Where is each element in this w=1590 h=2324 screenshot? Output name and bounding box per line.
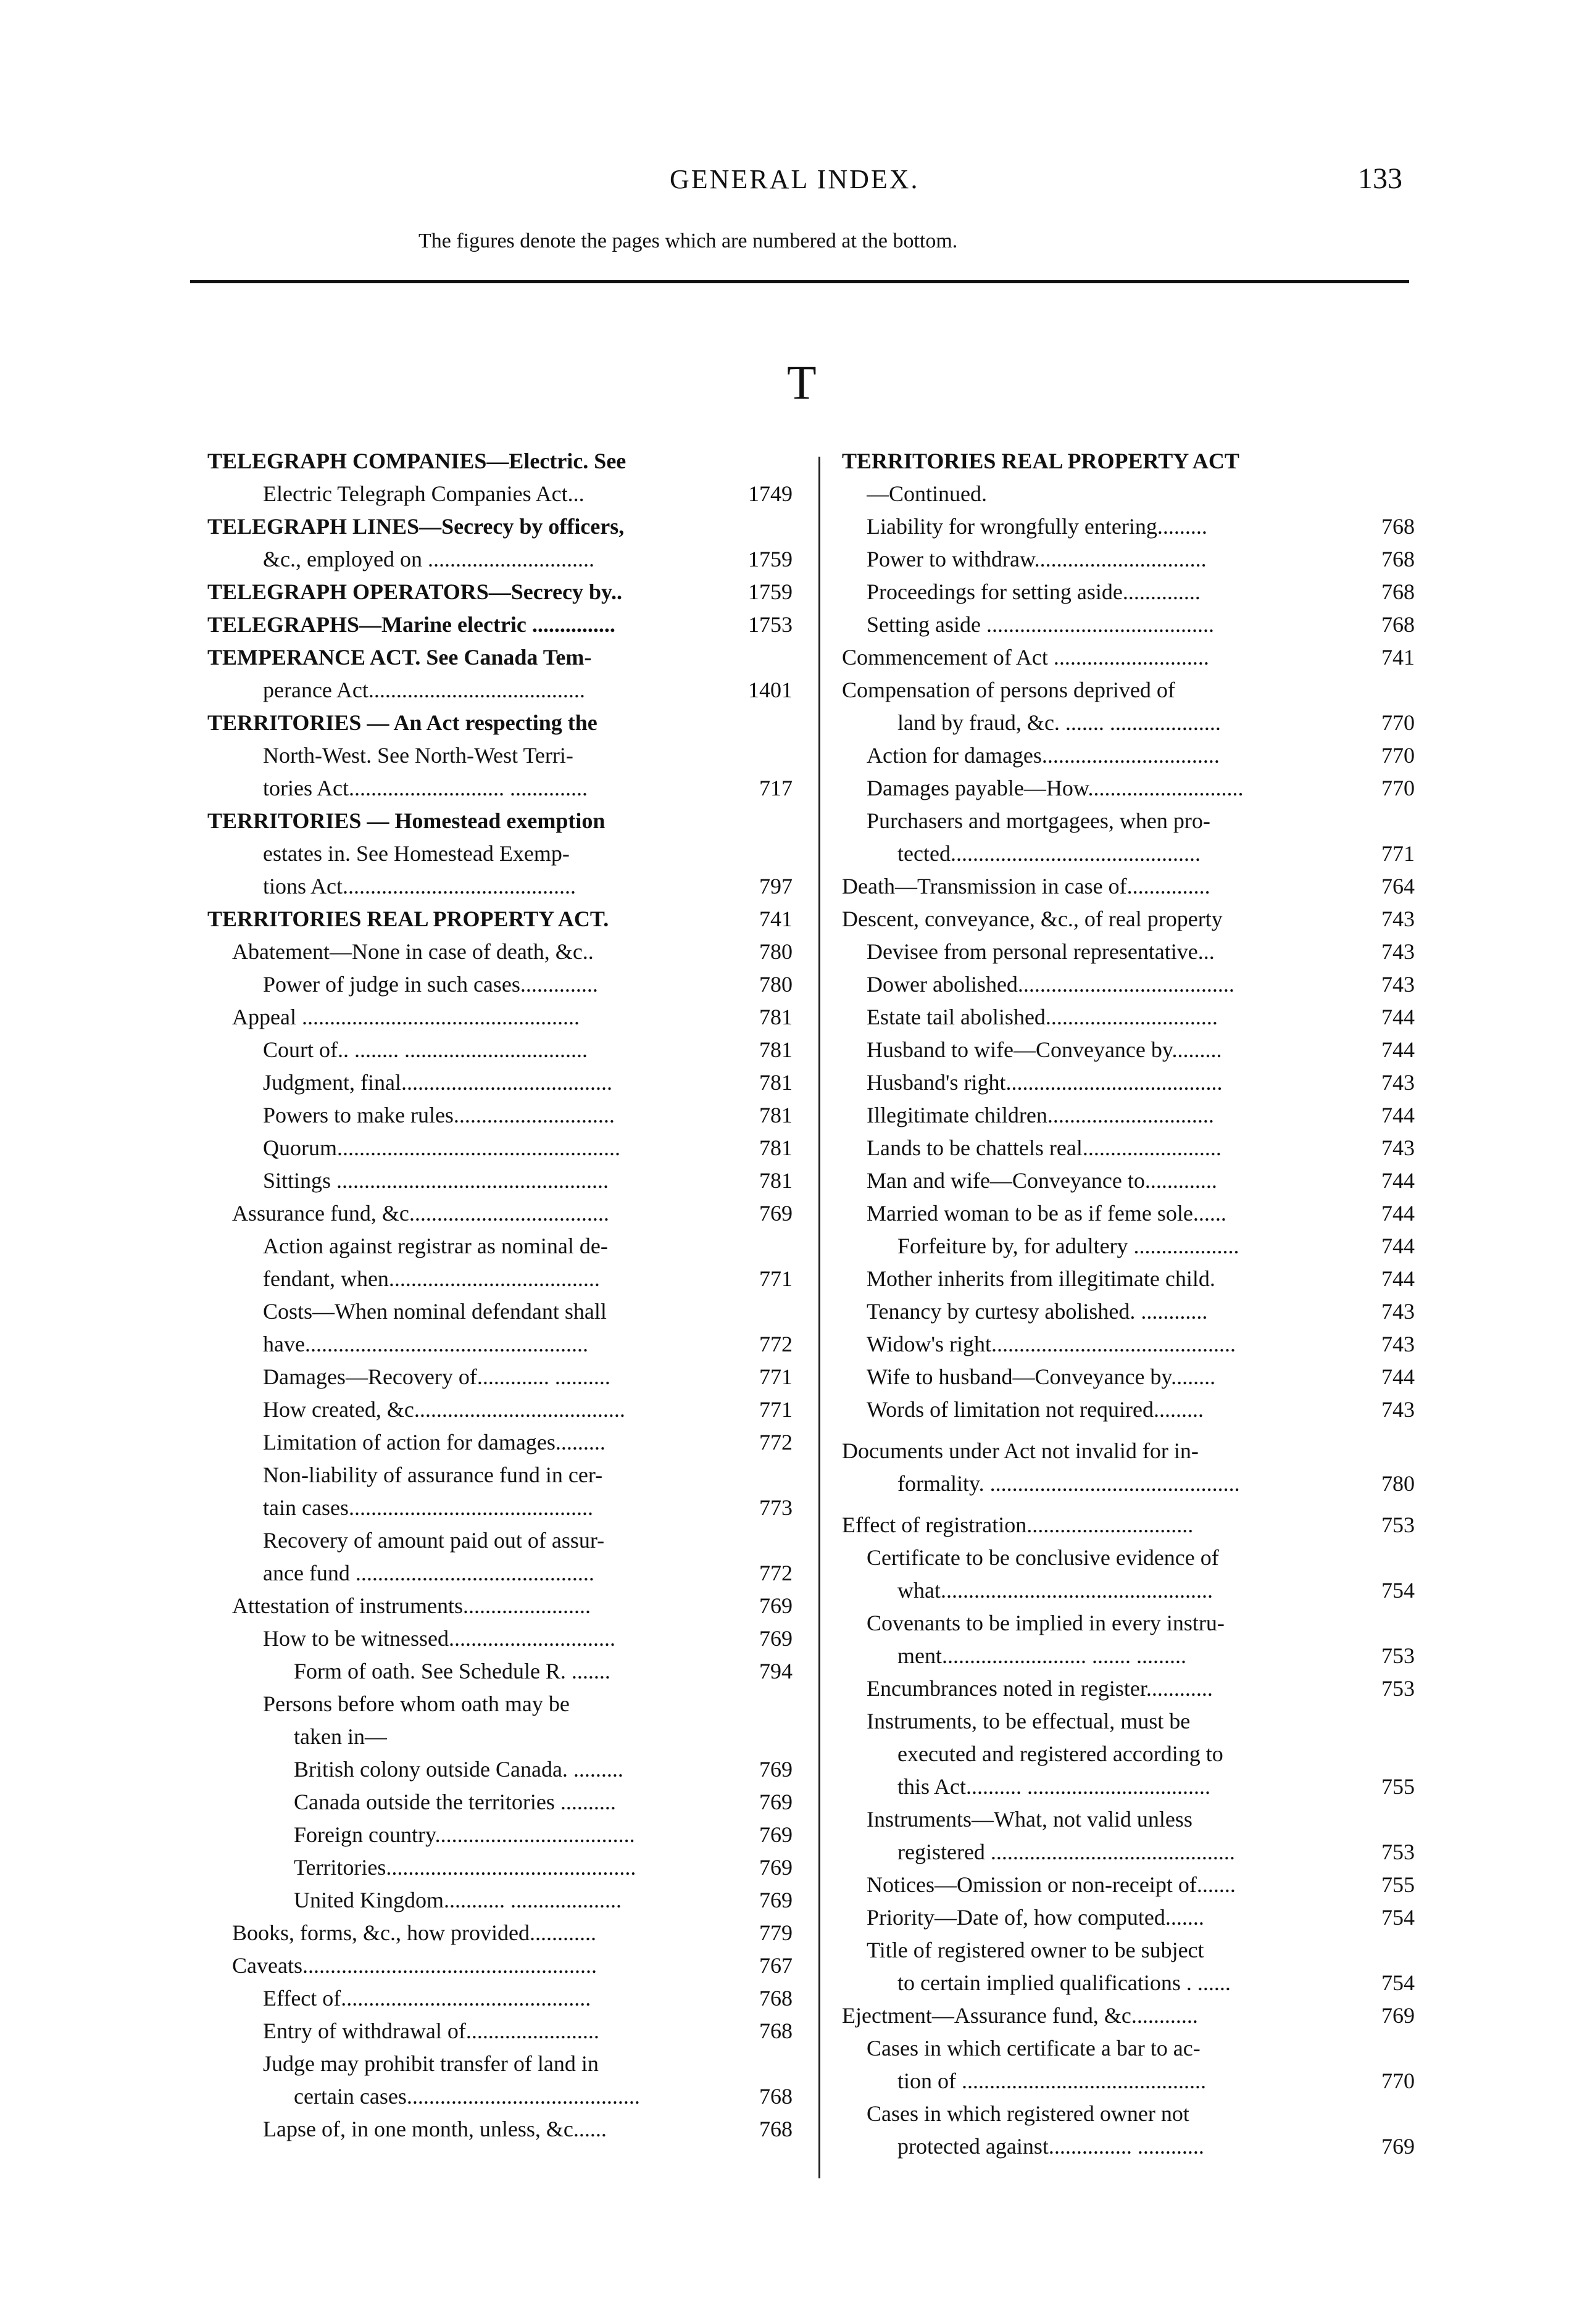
index-entry-text: Non-liability of assurance fund in cer- bbox=[263, 1462, 603, 1487]
index-entry bbox=[207, 1753, 793, 1785]
index-entry-text: have................................................... bbox=[263, 1331, 588, 1356]
index-entry-text: Power of judge in such cases.............. bbox=[263, 971, 598, 997]
index-entry-text: TERRITORIES — Homestead exemption bbox=[207, 808, 606, 833]
index-entry-page: 755 bbox=[1381, 1872, 1415, 1897]
index-entry bbox=[842, 1835, 1415, 1868]
index-entry bbox=[207, 1654, 793, 1687]
index-entry-text: —Continued. bbox=[867, 481, 987, 506]
index-entry-text: Limitation of action for damages......... bbox=[263, 1429, 606, 1455]
index-entry-text: Instruments, to be effectual, must be bbox=[867, 1708, 1191, 1733]
index-entry bbox=[842, 641, 1415, 673]
index-entry-page: 1759 bbox=[748, 546, 793, 571]
index-entry-page: 781 bbox=[759, 1069, 793, 1095]
index-entry bbox=[842, 2130, 1415, 2162]
index-entry-text: TELEGRAPHS—Marine electric ............... bbox=[207, 612, 615, 637]
index-entry bbox=[207, 1916, 793, 1949]
index-entry bbox=[207, 804, 793, 837]
index-entry-text: Notices—Omission or non-receipt of....... bbox=[867, 1872, 1236, 1897]
index-entry-text: British colony outside Canada. ......... bbox=[294, 1756, 623, 1782]
index-entry-page: 781 bbox=[759, 1168, 793, 1193]
index-entry-page: 769 bbox=[759, 1593, 793, 1618]
index-entry-text: Appeal .................................................. bbox=[232, 1004, 580, 1029]
index-entry bbox=[207, 1524, 793, 1556]
index-entry bbox=[842, 1639, 1415, 1672]
index-entry-text: Compensation of persons deprived of bbox=[842, 677, 1175, 702]
index-entry-page: 743 bbox=[1381, 939, 1415, 964]
index-entry-text: Covenants to be implied in every instru- bbox=[867, 1610, 1225, 1635]
index-entry-text: Action for damages................................ bbox=[867, 742, 1220, 768]
index-entry bbox=[207, 2047, 793, 2080]
index-entry-text: Widow's right............................................ bbox=[867, 1331, 1236, 1356]
index-entry bbox=[842, 444, 1415, 477]
index-entry bbox=[842, 968, 1415, 1000]
index-entry-text: Lapse of, in one month, unless, &c...... bbox=[263, 2116, 607, 2141]
index-entry-page: 769 bbox=[1381, 2002, 1415, 2028]
index-entry-page: 741 bbox=[759, 906, 793, 931]
index-entry-text: Setting aside ......................................... bbox=[867, 612, 1214, 637]
index-entry bbox=[842, 771, 1415, 804]
index-entry-page: 797 bbox=[759, 873, 793, 898]
index-entry bbox=[842, 935, 1415, 968]
index-entry-page: 771 bbox=[759, 1396, 793, 1422]
index-entry bbox=[842, 1229, 1415, 1262]
index-entry bbox=[207, 739, 793, 771]
index-entry-text: Quorum................................................... bbox=[263, 1135, 620, 1160]
index-entry-text: Cases in which certificate a bar to ac- bbox=[867, 2035, 1201, 2060]
index-entry-text: what................................................. bbox=[897, 1577, 1213, 1603]
index-entry-text: Foreign country.................................... bbox=[294, 1822, 635, 1847]
index-entry bbox=[842, 1541, 1415, 1574]
index-entry-page: 781 bbox=[759, 1102, 793, 1127]
index-entry-text: Electric Telegraph Companies Act... bbox=[263, 481, 585, 506]
index-entry-page: 1753 bbox=[748, 612, 793, 637]
index-entry-page: 770 bbox=[1381, 775, 1415, 800]
index-entry bbox=[207, 1033, 793, 1066]
index-entry bbox=[207, 869, 793, 902]
index-entry-text: Title of registered owner to be subject bbox=[867, 1937, 1204, 1962]
index-entry bbox=[842, 2064, 1415, 2097]
index-entry-text: Assurance fund, &c.................................... bbox=[232, 1200, 609, 1226]
index-entry-text: TERRITORIES REAL PROPERTY ACT bbox=[842, 448, 1239, 473]
index-entry-text: Instruments—What, not valid unless bbox=[867, 1806, 1192, 1832]
index-entry-page: 767 bbox=[759, 1953, 793, 1978]
index-entry bbox=[842, 1770, 1415, 1803]
index-entry bbox=[842, 1704, 1415, 1737]
index-entry-text: tain cases............................................ bbox=[263, 1495, 593, 1520]
index-entry bbox=[207, 1458, 793, 1491]
index-entry-page: 1759 bbox=[748, 579, 793, 604]
index-entry-page: 773 bbox=[759, 1495, 793, 1520]
index-entry bbox=[207, 1426, 793, 1458]
index-entry bbox=[207, 1000, 793, 1033]
index-entry-page: 755 bbox=[1381, 1774, 1415, 1799]
index-entry-page: 780 bbox=[759, 939, 793, 964]
index-entry-text: tories Act............................ .............. bbox=[263, 775, 588, 800]
index-entry bbox=[207, 673, 793, 706]
index-entry-page: 772 bbox=[759, 1429, 793, 1455]
index-entry-text: Effect of registration.............................. bbox=[842, 1512, 1194, 1537]
index-entry-page: 1401 bbox=[748, 677, 793, 702]
index-entry-text: Tenancy by curtesy abolished. ............ bbox=[867, 1298, 1208, 1324]
index-entry bbox=[842, 1131, 1415, 1164]
index-entry-page: 743 bbox=[1381, 1069, 1415, 1095]
index-entry-page: 770 bbox=[1381, 710, 1415, 735]
index-entry-text: Power to withdraw............................... bbox=[867, 546, 1207, 571]
index-entry bbox=[842, 2031, 1415, 2064]
index-entry-text: Words of limitation not required......... bbox=[867, 1396, 1204, 1422]
index-entry bbox=[842, 1327, 1415, 1360]
index-entry-page: 779 bbox=[759, 1920, 793, 1945]
index-entry-text: Sittings ................................................. bbox=[263, 1168, 609, 1193]
index-entry bbox=[207, 1327, 793, 1360]
index-entry-text: to certain implied qualifications . ...... bbox=[897, 1970, 1231, 1995]
index-entry-page: 717 bbox=[759, 775, 793, 800]
index-entry-text: Husband's right....................................... bbox=[867, 1069, 1223, 1095]
index-entry bbox=[842, 1803, 1415, 1835]
index-entry-text: Estate tail abolished............................... bbox=[867, 1004, 1218, 1029]
index-entry-page: 744 bbox=[1381, 1233, 1415, 1258]
index-entry bbox=[207, 1262, 793, 1295]
index-entry bbox=[842, 706, 1415, 739]
index-entry-page: 781 bbox=[759, 1004, 793, 1029]
index-entry-text: land by fraud, &c. ....... .................... bbox=[897, 710, 1221, 735]
page-subtitle: The figures denote the pages which are numbered at the bottom. bbox=[418, 230, 958, 252]
index-entry-page: 768 bbox=[1381, 546, 1415, 571]
index-entry-page: 743 bbox=[1381, 1396, 1415, 1422]
page-title: GENERAL INDEX. bbox=[670, 164, 920, 194]
index-entry-page: 768 bbox=[759, 1985, 793, 2011]
index-entry-text: TEMPERANCE ACT. See Canada Tem- bbox=[207, 644, 592, 670]
index-entry-text: protected against............... ............ bbox=[897, 2133, 1204, 2159]
index-entry bbox=[207, 935, 793, 968]
index-entry-text: taken in— bbox=[294, 1724, 387, 1749]
index-entry-page: 769 bbox=[759, 1822, 793, 1847]
index-entry bbox=[207, 1131, 793, 1164]
index-entry bbox=[842, 1066, 1415, 1098]
index-entry-page: 772 bbox=[759, 1331, 793, 1356]
index-entry bbox=[207, 902, 793, 935]
index-entry-page: 770 bbox=[1381, 742, 1415, 768]
index-entry bbox=[842, 1262, 1415, 1295]
index-entry-text: North-West. See North-West Terri- bbox=[263, 742, 573, 768]
index-entry bbox=[842, 739, 1415, 771]
header-rule bbox=[190, 280, 1409, 283]
index-entry bbox=[207, 1393, 793, 1426]
index-entry-text: Canada outside the territories .......... bbox=[294, 1789, 616, 1814]
index-entry bbox=[207, 706, 793, 739]
index-entry bbox=[842, 902, 1415, 935]
index-entry-text: Husband to wife—Conveyance by......... bbox=[867, 1037, 1222, 1062]
index-entry bbox=[207, 444, 793, 477]
index-entry-page: 768 bbox=[759, 2116, 793, 2141]
index-entry-page: 768 bbox=[759, 2018, 793, 2043]
index-entry-text: executed and registered according to bbox=[897, 1741, 1223, 1766]
index-entry-page: 768 bbox=[1381, 612, 1415, 637]
index-entry bbox=[207, 1197, 793, 1229]
index-entry bbox=[207, 1622, 793, 1654]
index-entry-page: 772 bbox=[759, 1560, 793, 1585]
index-entry bbox=[842, 2097, 1415, 2130]
index-entry bbox=[207, 1164, 793, 1197]
index-entry-page: 753 bbox=[1381, 1512, 1415, 1537]
index-entry bbox=[842, 837, 1415, 869]
index-entry bbox=[842, 608, 1415, 641]
index-entry-text: Liability for wrongfully entering......... bbox=[867, 513, 1207, 539]
index-entry-page: 768 bbox=[1381, 513, 1415, 539]
index-entry-page: 753 bbox=[1381, 1643, 1415, 1668]
index-entry bbox=[207, 1785, 793, 1818]
index-entry bbox=[842, 804, 1415, 837]
index-entry-text: Mother inherits from illegitimate child. bbox=[867, 1266, 1215, 1291]
index-entry bbox=[842, 1672, 1415, 1704]
index-entry-text: Documents under Act not invalid for in- bbox=[842, 1438, 1199, 1463]
index-entry-page: 744 bbox=[1381, 1037, 1415, 1062]
index-entry bbox=[207, 1295, 793, 1327]
index-entry bbox=[842, 510, 1415, 542]
index-entry-page: 769 bbox=[759, 1200, 793, 1226]
index-entry-text: Damages payable—How............................ bbox=[867, 775, 1244, 800]
index-entry bbox=[207, 1589, 793, 1622]
index-entry bbox=[842, 1966, 1415, 1999]
index-entry bbox=[842, 1000, 1415, 1033]
index-entry bbox=[207, 1818, 793, 1851]
index-entry-text: Illegitimate children.............................. bbox=[867, 1102, 1214, 1127]
index-entry-text: tion of ............................................ bbox=[897, 2068, 1206, 2093]
index-entry-text: Certificate to be conclusive evidence of bbox=[867, 1545, 1219, 1570]
index-entry-text: Cases in which registered owner not bbox=[867, 2101, 1189, 2126]
index-entry bbox=[207, 837, 793, 869]
index-entry-page: 771 bbox=[1381, 840, 1415, 866]
index-entry-text: Encumbrances noted in register............ bbox=[867, 1675, 1213, 1701]
index-entry-text: Damages—Recovery of............. .......... bbox=[263, 1364, 610, 1389]
index-entry-page: 769 bbox=[759, 1625, 793, 1651]
index-entry-page: 794 bbox=[759, 1658, 793, 1683]
index-entry-page: 754 bbox=[1381, 1904, 1415, 1930]
index-entry-text: How created, &c...................................... bbox=[263, 1396, 625, 1422]
index-entry bbox=[842, 1737, 1415, 1770]
index-entry bbox=[842, 1393, 1415, 1426]
section-letter: T bbox=[787, 355, 817, 409]
index-entry-text: Death—Transmission in case of............... bbox=[842, 873, 1210, 898]
index-entry bbox=[207, 1851, 793, 1883]
index-entry-text: Purchasers and mortgagees, when pro- bbox=[867, 808, 1210, 833]
index-entry bbox=[842, 1295, 1415, 1327]
index-entry-text: TERRITORIES REAL PROPERTY ACT. bbox=[207, 906, 609, 931]
index-entry-page: 753 bbox=[1381, 1675, 1415, 1701]
index-entry-text: &c., employed on .............................. bbox=[263, 546, 594, 571]
index-entry-text: Effect of............................................. bbox=[263, 1985, 591, 2011]
index-entry-text: certain cases.......................................... bbox=[294, 2083, 640, 2109]
index-entry-text: Man and wife—Conveyance to............. bbox=[867, 1168, 1217, 1193]
index-entry-text: TELEGRAPH OPERATORS—Secrecy by.. bbox=[207, 579, 623, 604]
index-entry-page: 743 bbox=[1381, 971, 1415, 997]
index-entry bbox=[207, 1720, 793, 1753]
index-entry-page: 769 bbox=[1381, 2133, 1415, 2159]
index-entry-text: TELEGRAPH COMPANIES—Electric. See bbox=[207, 448, 626, 473]
index-entry-page: 741 bbox=[1381, 644, 1415, 670]
index-entry-text: Ejectment—Assurance fund, &c............ bbox=[842, 2002, 1198, 2028]
index-entry-text: Commencement of Act ............................ bbox=[842, 644, 1209, 670]
index-entry-page: 743 bbox=[1381, 1298, 1415, 1324]
index-entry-text: tected............................................. bbox=[897, 840, 1201, 866]
index-entry bbox=[207, 575, 793, 608]
index-entry-text: How to be witnessed.............................. bbox=[263, 1625, 615, 1651]
index-entry bbox=[842, 1098, 1415, 1131]
index-entry-text: fendant, when...................................... bbox=[263, 1266, 600, 1291]
index-entry bbox=[207, 1687, 793, 1720]
index-entry-text: Forfeiture by, for adultery ................... bbox=[897, 1233, 1239, 1258]
index-entry bbox=[842, 575, 1415, 608]
index-entry-text: Dower abolished....................................... bbox=[867, 971, 1234, 997]
index-entry-text: United Kingdom........... .................... bbox=[294, 1887, 622, 1912]
index-entry-page: 744 bbox=[1381, 1004, 1415, 1029]
index-entry bbox=[842, 1868, 1415, 1901]
index-entry-page: 780 bbox=[1381, 1471, 1415, 1496]
index-entry bbox=[207, 1982, 793, 2014]
index-entry-page: 743 bbox=[1381, 1331, 1415, 1356]
index-entry-page: 754 bbox=[1381, 1970, 1415, 1995]
index-entry-text: Costs—When nominal defendant shall bbox=[263, 1298, 607, 1324]
index-entry-text: registered ............................................ bbox=[897, 1839, 1235, 1864]
index-entry bbox=[207, 2080, 793, 2112]
index-entry bbox=[207, 1229, 793, 1262]
index-entry bbox=[842, 1574, 1415, 1606]
index-entry-page: 769 bbox=[759, 1789, 793, 1814]
index-entry bbox=[207, 1098, 793, 1131]
index-entry bbox=[207, 2014, 793, 2047]
index-entry-page: 781 bbox=[759, 1135, 793, 1160]
index-entry bbox=[842, 1508, 1415, 1541]
index-entry-text: Priority—Date of, how computed....... bbox=[867, 1904, 1204, 1930]
index-entry-text: Judge may prohibit transfer of land in bbox=[263, 2051, 599, 2076]
index-entry-page: 768 bbox=[759, 2083, 793, 2109]
index-entry-text: Form of oath. See Schedule R. ....... bbox=[294, 1658, 610, 1683]
index-entry-text: tions Act.......................................... bbox=[263, 873, 576, 898]
index-entry-page: 744 bbox=[1381, 1102, 1415, 1127]
index-entry bbox=[207, 1360, 793, 1393]
index-entry-page: 769 bbox=[759, 1854, 793, 1880]
index-entry bbox=[842, 1606, 1415, 1639]
index-entry-text: Action against registrar as nominal de- bbox=[263, 1233, 608, 1258]
index-entry-text: Wife to husband—Conveyance by........ bbox=[867, 1364, 1216, 1389]
index-entry bbox=[207, 1556, 793, 1589]
index-entry-text: Lands to be chattels real......................... bbox=[867, 1135, 1222, 1160]
right-index-column bbox=[842, 444, 1415, 2162]
index-entry-page: 770 bbox=[1381, 2068, 1415, 2093]
page-number: 133 bbox=[1358, 162, 1402, 195]
index-entry bbox=[207, 1949, 793, 1982]
index-entry-text: Powers to make rules............................. bbox=[263, 1102, 615, 1127]
index-entry bbox=[842, 477, 1415, 510]
index-entry-text: Persons before whom oath may be bbox=[263, 1691, 570, 1716]
index-entry bbox=[842, 1901, 1415, 1933]
index-entry bbox=[207, 771, 793, 804]
index-entry-text: Married woman to be as if feme sole...... bbox=[867, 1200, 1226, 1226]
index-entry-text: Court of.. ........ ................................. bbox=[263, 1037, 588, 1062]
index-entry-page: 1749 bbox=[748, 481, 793, 506]
index-entry bbox=[207, 2112, 793, 2145]
index-entry-page: 744 bbox=[1381, 1266, 1415, 1291]
index-entry bbox=[842, 1467, 1415, 1500]
index-entry-text: Proceedings for setting aside.............. bbox=[867, 579, 1201, 604]
index-entry bbox=[207, 1883, 793, 1916]
index-entry-page: 743 bbox=[1381, 1135, 1415, 1160]
index-entry bbox=[207, 1491, 793, 1524]
index-entry bbox=[207, 968, 793, 1000]
index-entry-page: 771 bbox=[759, 1364, 793, 1389]
index-entry-page: 744 bbox=[1381, 1168, 1415, 1193]
index-entry-text: Abatement—None in case of death, &c.. bbox=[232, 939, 594, 964]
index-entry-page: 768 bbox=[1381, 579, 1415, 604]
index-entry-text: Devisee from personal representative... bbox=[867, 939, 1215, 964]
index-entry-text: Recovery of amount paid out of assur- bbox=[263, 1527, 605, 1553]
index-entry bbox=[842, 1164, 1415, 1197]
left-index-column bbox=[207, 444, 793, 2145]
index-entry-text: perance Act....................................... bbox=[263, 677, 585, 702]
index-entry bbox=[207, 510, 793, 542]
index-entry-page: 754 bbox=[1381, 1577, 1415, 1603]
index-entry bbox=[842, 1360, 1415, 1393]
index-entry bbox=[842, 1033, 1415, 1066]
index-entry-text: Caveats..................................................... bbox=[232, 1953, 597, 1978]
index-entry-text: Territories............................................. bbox=[294, 1854, 636, 1880]
index-entry-text: TERRITORIES — An Act respecting the bbox=[207, 710, 597, 735]
index-entry-text: estates in. See Homestead Exemp- bbox=[263, 840, 570, 866]
index-entry-page: 764 bbox=[1381, 873, 1415, 898]
index-entry bbox=[842, 1197, 1415, 1229]
index-entry-page: 769 bbox=[759, 1887, 793, 1912]
index-entry bbox=[842, 1933, 1415, 1966]
index-entry bbox=[207, 542, 793, 575]
index-entry bbox=[207, 608, 793, 641]
index-entry-text: Descent, conveyance, &c., of real property bbox=[842, 906, 1223, 931]
index-entry bbox=[842, 1999, 1415, 2031]
index-entry-text: ance fund ........................................... bbox=[263, 1560, 594, 1585]
index-entry bbox=[207, 641, 793, 673]
index-entry bbox=[842, 673, 1415, 706]
index-entry bbox=[207, 1066, 793, 1098]
index-entry bbox=[842, 542, 1415, 575]
index-entry-text: Books, forms, &c., how provided............ bbox=[232, 1920, 596, 1945]
index-entry bbox=[842, 1434, 1415, 1467]
index-entry-text: TELEGRAPH LINES—Secrecy by officers, bbox=[207, 513, 625, 539]
index-entry-page: 744 bbox=[1381, 1364, 1415, 1389]
index-entry-text: Judgment, final...................................... bbox=[263, 1069, 612, 1095]
index-entry-page: 744 bbox=[1381, 1200, 1415, 1226]
column-divider bbox=[818, 457, 820, 2178]
index-entry-text: ment.......................... ....... ......... bbox=[897, 1643, 1186, 1668]
index-entry-page: 769 bbox=[759, 1756, 793, 1782]
index-entry-page: 781 bbox=[759, 1037, 793, 1062]
index-entry-text: formality. ............................................. bbox=[897, 1471, 1240, 1496]
index-entry bbox=[842, 869, 1415, 902]
index-entry-page: 753 bbox=[1381, 1839, 1415, 1864]
index-entry-text: Entry of withdrawal of........................ bbox=[263, 2018, 599, 2043]
index-entry bbox=[207, 477, 793, 510]
index-entry-text: Attestation of instruments....................... bbox=[232, 1593, 591, 1618]
index-entry-text: this Act.......... ................................. bbox=[897, 1774, 1211, 1799]
index-entry-page: 771 bbox=[759, 1266, 793, 1291]
index-entry-page: 743 bbox=[1381, 906, 1415, 931]
index-entry-page: 780 bbox=[759, 971, 793, 997]
